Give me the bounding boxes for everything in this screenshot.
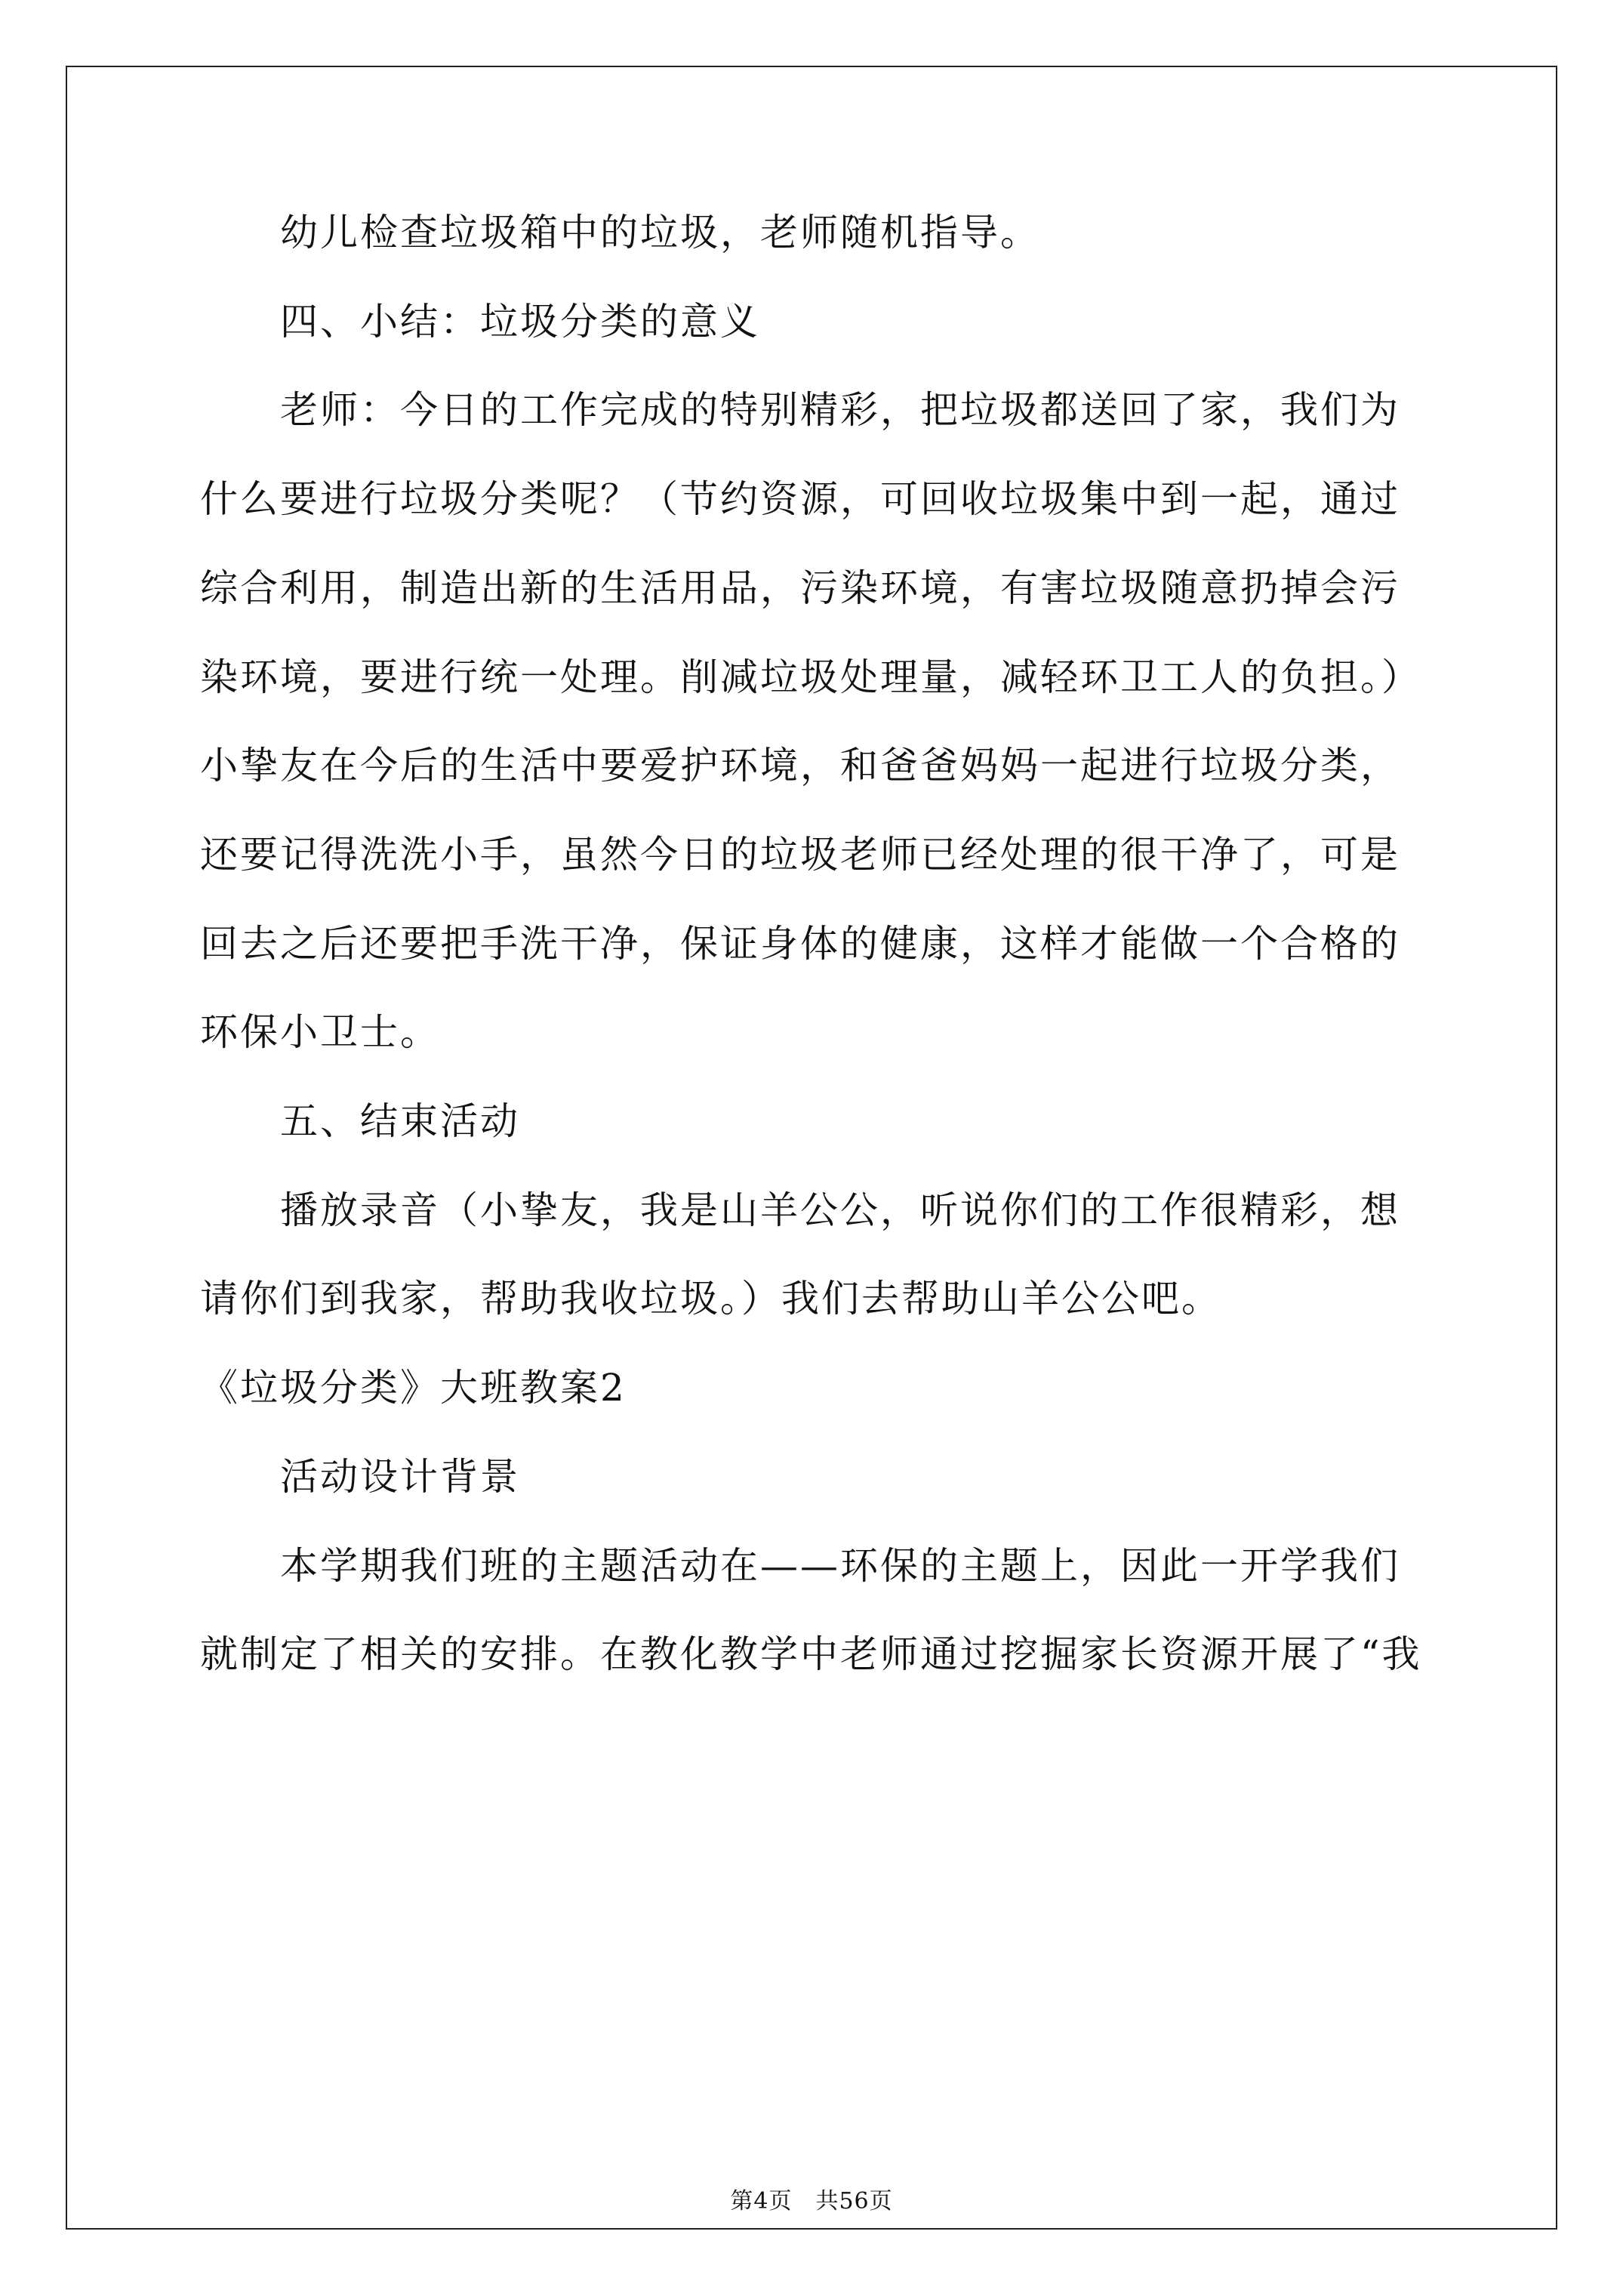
paragraph-line: 四、小结：垃圾分类的意义 — [280, 300, 760, 344]
paragraph-continuation-line: 环保小卫士。 — [200, 1010, 440, 1054]
paragraph-continuation-line: 综合利用，制造出新的生活用品，污染环境，有害垃圾随意扔掉会污 — [200, 566, 1400, 610]
paragraph-continuation-line: 什么要进行垃圾分类呢？（节约资源，可回收垃圾集中到一起，通过 — [200, 477, 1400, 521]
paragraph-line: 活动设计背景 — [280, 1455, 520, 1499]
paragraph-line: 五、结束活动 — [280, 1099, 520, 1143]
paragraph-line: 本学期我们班的主题活动在——环保的主题上，因此一开学我们 — [280, 1544, 1400, 1588]
paragraph-line: 《垃圾分类》大班教案2 — [200, 1366, 627, 1410]
paragraph-continuation-line: 就制定了相关的安排。在教化教学中老师通过挖掘家长资源开展了“我 — [200, 1632, 1422, 1676]
paragraph-continuation-line: 请你们到我家，帮助我收垃圾。）我们去帮助山羊公公吧。 — [200, 1277, 1221, 1321]
paragraph-line: 播放录音（小挚友，我是山羊公公，听说你们的工作很精彩，想 — [280, 1188, 1400, 1232]
paragraph-continuation-line: 还要记得洗洗小手，虽然今日的垃圾老师已经处理的很干净了，可是 — [200, 833, 1400, 877]
paragraph-continuation-line: 小挚友在今后的生活中要爱护环境，和爸爸妈妈一起进行垃圾分类， — [200, 744, 1400, 787]
page-footer: 第4页 共56页 — [730, 2188, 893, 2214]
paragraph-line: 老师：今日的工作完成的特别精彩，把垃圾都送回了家，我们为 — [280, 388, 1400, 432]
paragraph-continuation-line: 回去之后还要把手洗干净，保证身体的健康，这样才能做一个合格的 — [200, 922, 1400, 966]
paragraph-continuation-line: 染环境，要进行统一处理。削减垃圾处理量，减轻环卫工人的负担。） — [200, 655, 1421, 699]
paragraph-line: 幼儿检查垃圾箱中的垃圾，老师随机指导。 — [280, 211, 1040, 254]
